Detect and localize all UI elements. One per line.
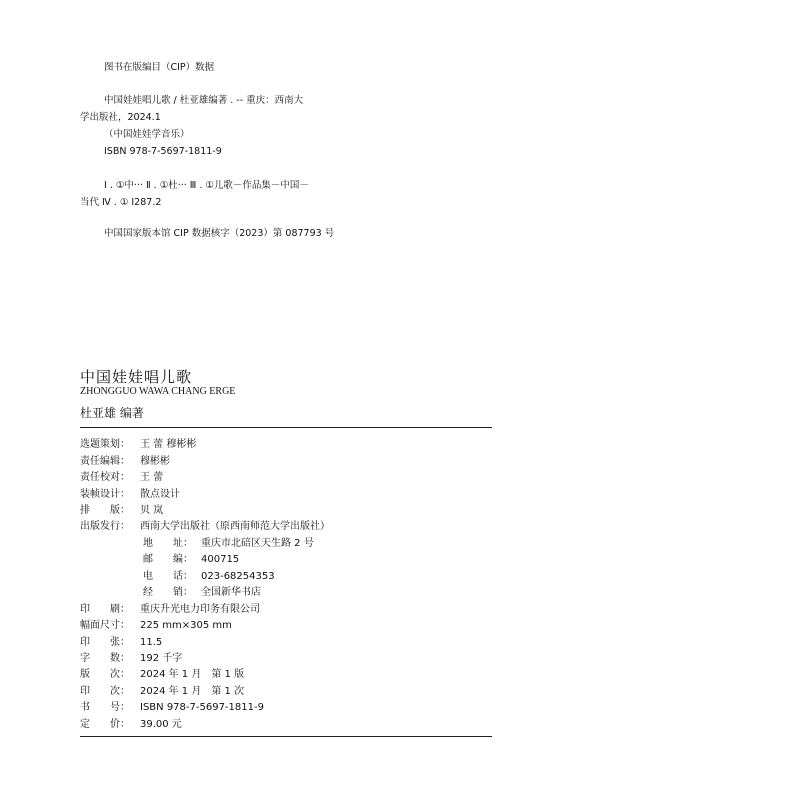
cip-line: 当代 Ⅳ . ① I287.2 (80, 197, 162, 208)
credit-value: 贝 岚 (140, 505, 164, 516)
credit-value: 穆彬彬 (140, 456, 170, 467)
publisher-info-row (143, 537, 314, 550)
spec-row (80, 718, 182, 731)
spec-label: 版 次： (80, 669, 130, 680)
spec-value: 2024 年 1 月 第 1 版 (140, 669, 245, 680)
cip-heading: 图书在版编目（CIP）数据 (104, 62, 215, 73)
spec-row (80, 701, 264, 714)
spec-row (80, 619, 232, 632)
cip-line: Ⅰ . ①中··· Ⅱ . ①杜··· Ⅲ . ①儿歌－作品集－中国－ (104, 180, 309, 191)
spec-value: 2024 年 1 月 第 1 次 (140, 686, 245, 697)
spec-row (80, 685, 244, 698)
publisher-info-label: 电 话： (143, 571, 193, 582)
publisher-info-value: 全国新华书店 (201, 587, 261, 598)
credit-row (80, 455, 170, 468)
credit-label: 装帧设计： (80, 489, 130, 500)
credit-value: 西南大学出版社（原西南师范大学出版社） (140, 521, 330, 532)
credit-label: 责任编辑： (80, 456, 130, 467)
publisher-info-label: 经 销： (143, 587, 193, 598)
spec-row (80, 652, 182, 665)
spec-value: 225 mm×305 mm (140, 620, 232, 631)
publisher-info-label: 地 址： (143, 538, 193, 549)
spec-value: 192 千字 (140, 653, 183, 664)
cip-line: 学出版社，2024.1 (80, 112, 161, 123)
publisher-info-value: 023-68254353 (201, 571, 275, 582)
credit-value: 王 蕾 (140, 472, 164, 483)
credit-row (80, 438, 196, 451)
credit-value: 王 蕾 穆彬彬 (140, 439, 197, 450)
spec-label: 书 号： (80, 702, 130, 713)
cip-line: ISBN 978-7-5697-1811-9 (104, 146, 222, 157)
cip-line: 中国娃娃唱儿歌 / 杜亚雄编著 . -- 重庆：西南大 (104, 95, 304, 106)
spec-label: 印 次： (80, 686, 130, 697)
credit-label: 选题策划： (80, 439, 130, 450)
credit-label: 排 版： (80, 505, 130, 516)
spec-value: ISBN 978-7-5697-1811-9 (140, 702, 264, 713)
book-title-pinyin: ZHONGGUO WAWA CHANG ERGE (80, 386, 236, 397)
spec-label: 印 刷： (80, 604, 130, 615)
cip-line: （中国娃娃学音乐） (104, 129, 190, 140)
publisher-info-label: 邮 编： (143, 554, 193, 565)
spec-label: 字 数： (80, 653, 130, 664)
credit-label: 责任校对： (80, 472, 130, 483)
spec-value: 11.5 (140, 637, 163, 648)
publisher-info-value: 重庆市北碚区天生路 2 号 (201, 538, 314, 549)
publisher-info-row (143, 586, 261, 599)
credit-row (80, 488, 180, 501)
book-title: 中国娃娃唱儿歌 (80, 368, 193, 386)
publisher-info-row (143, 570, 275, 583)
spec-row (80, 668, 244, 681)
divider-top (80, 427, 492, 428)
publisher-info-value: 400715 (201, 554, 240, 565)
spec-row (80, 636, 162, 649)
spec-label: 幅面尺寸： (80, 620, 130, 631)
credit-row (80, 520, 330, 533)
publisher-info-row (143, 553, 239, 566)
cip-line: 中国国家版本馆 CIP 数据核字（2023）第 087793 号 (104, 228, 335, 239)
credit-row (80, 471, 163, 484)
divider-bottom (80, 736, 492, 737)
spec-value: 重庆升光电力印务有限公司 (140, 604, 260, 615)
credit-value: 散点设计 (140, 489, 180, 500)
spec-label: 定 价： (80, 719, 130, 730)
book-author: 杜亚雄 编著 (80, 406, 144, 420)
spec-label: 印 张： (80, 637, 130, 648)
spec-row (80, 603, 260, 616)
credit-label: 出版发行： (80, 521, 130, 532)
credit-row (80, 504, 163, 517)
spec-value: 39.00 元 (140, 719, 182, 730)
